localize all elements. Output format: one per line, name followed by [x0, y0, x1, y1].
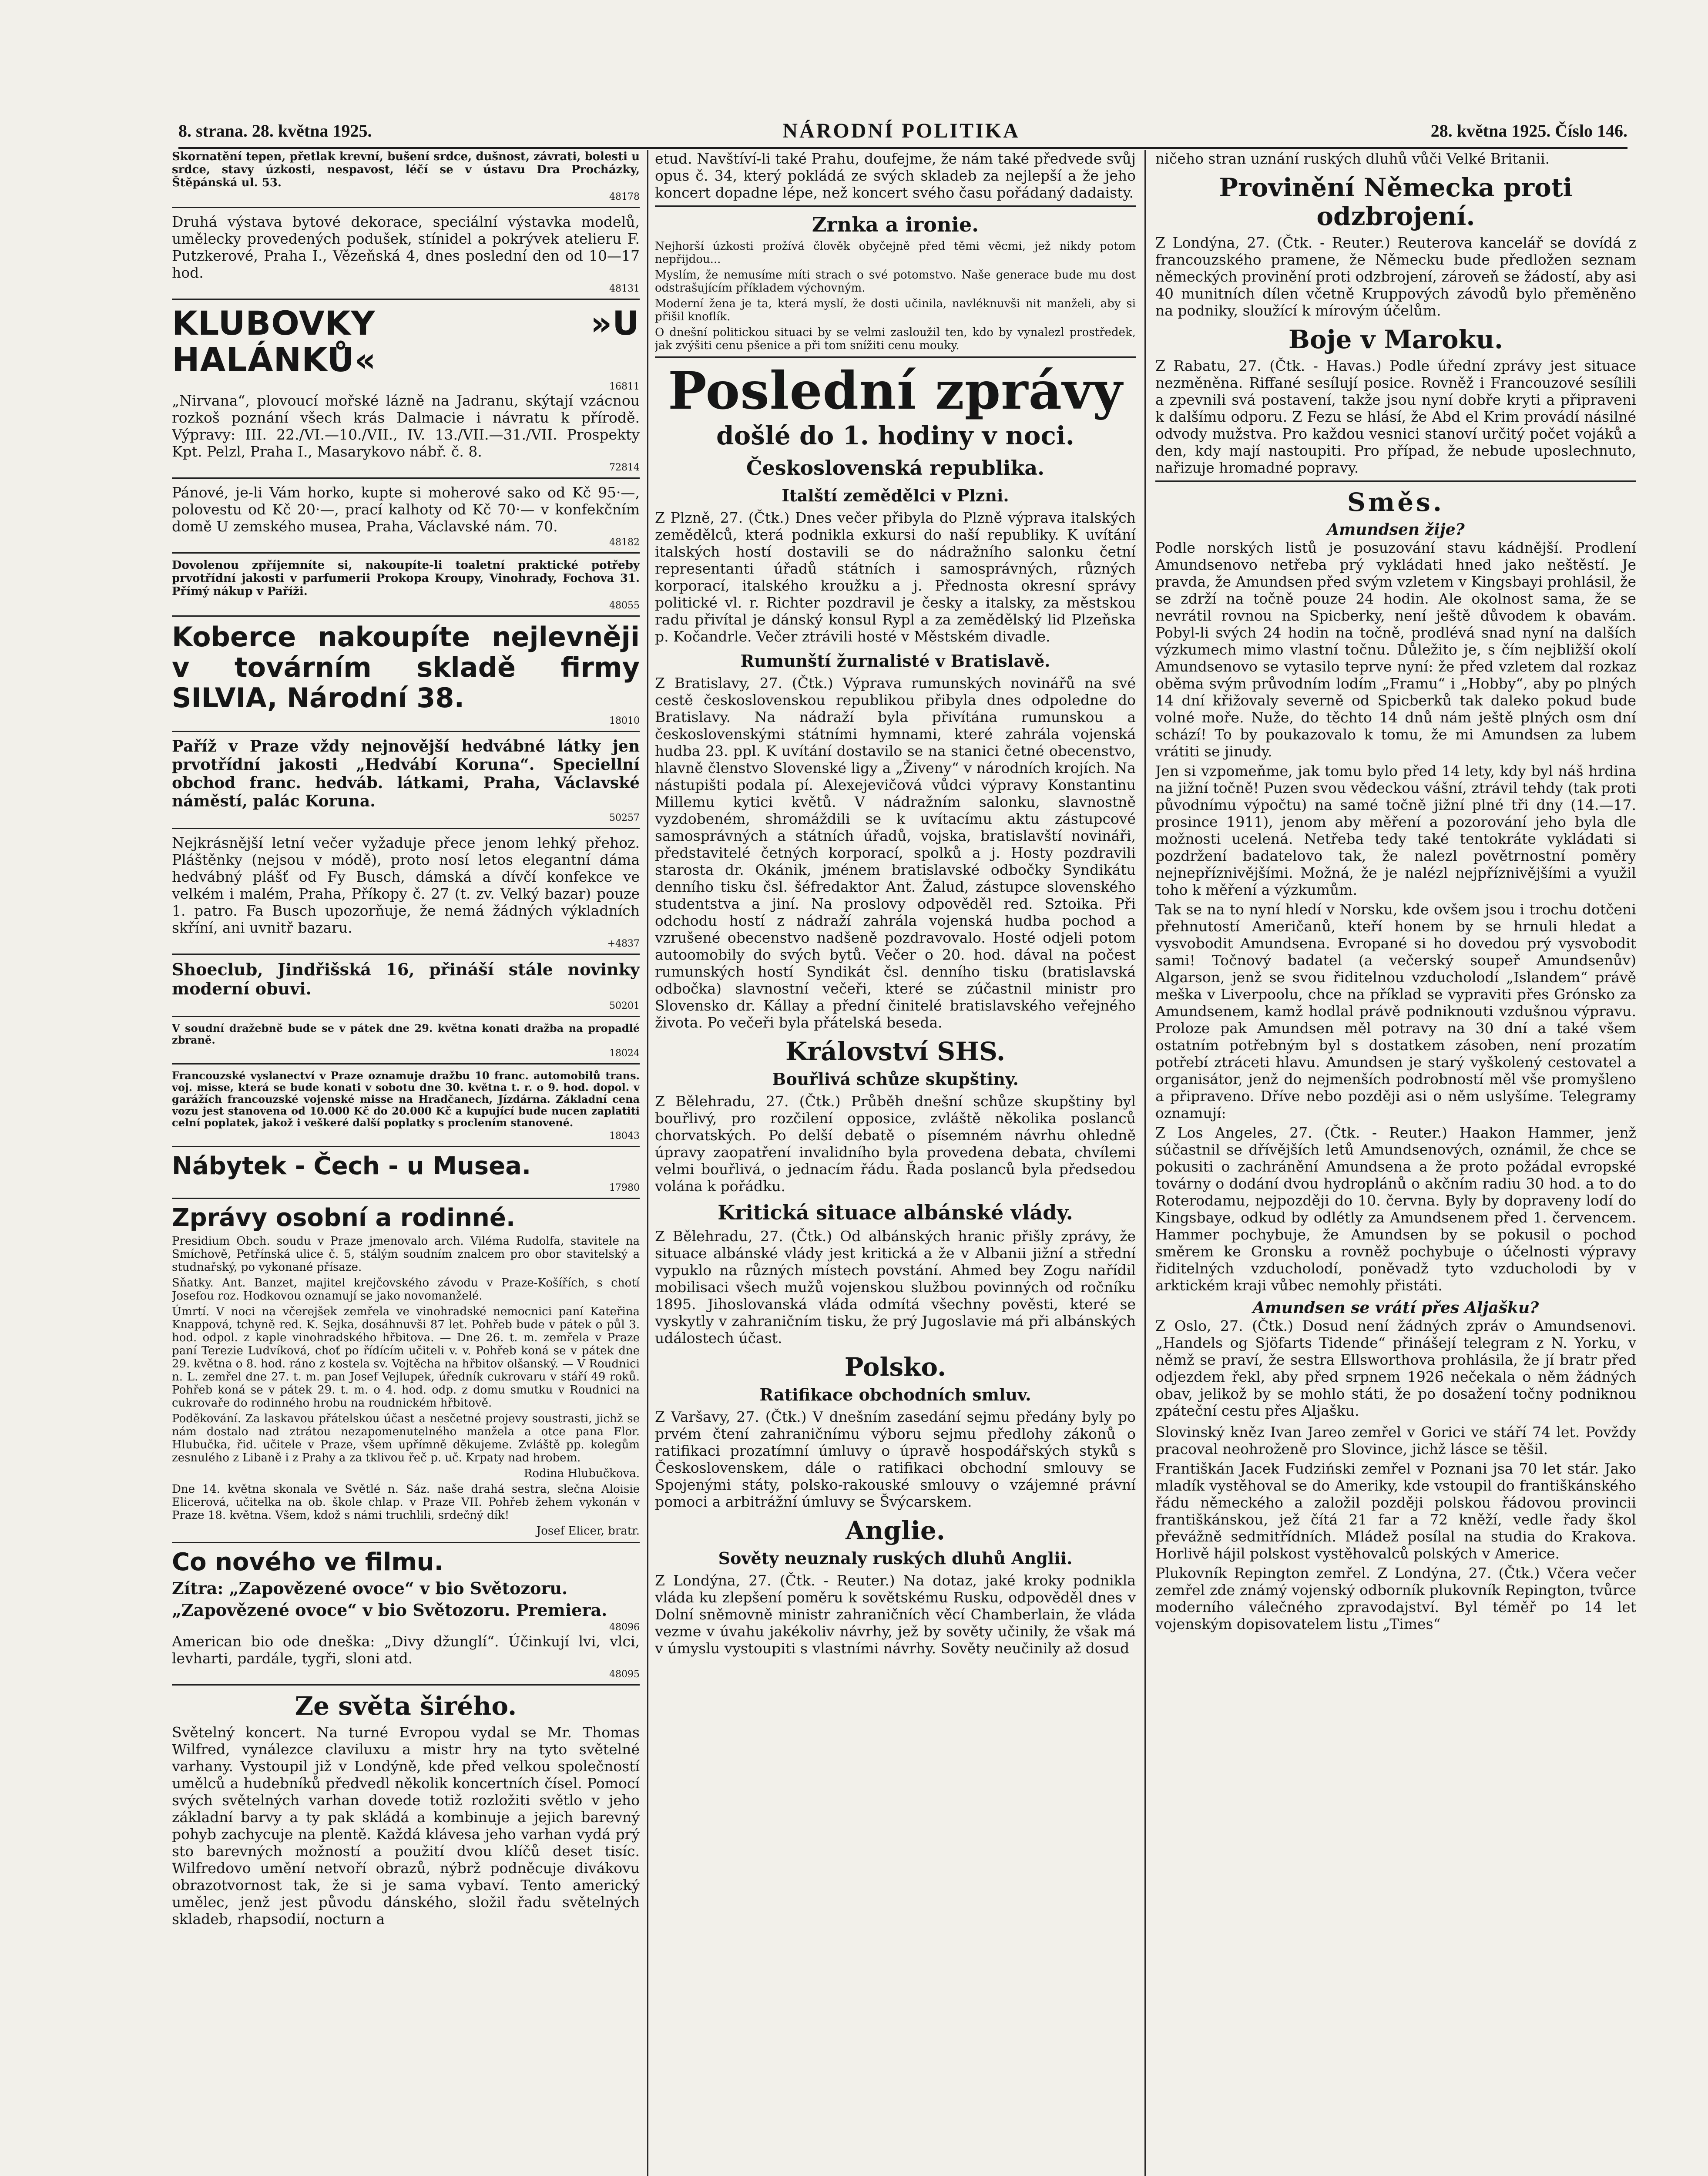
separator [172, 1198, 640, 1199]
ad-text: V soudní dražebně bude se v pátek dne 29. května konati dražba na propadlé zbraně. [172, 1022, 640, 1046]
news-signature: Josef Elicer, bratr. [536, 1525, 640, 1538]
aphorism: Moderní žena je ta, která myslí, že dosti učinila, navléknuvši nit manželi, aby si přišil knoflík. [655, 297, 1136, 323]
aphorism: Nejhorší úzkosti prožívá člověk obyčejně před těmi věcmi, jež nikdy potom nepřijdou... [655, 240, 1136, 266]
section-heading: Zprávy osobní a rodinné. [172, 1204, 516, 1232]
section-heading: Polsko. [844, 1352, 946, 1382]
obituary: Plukovník Repington zemřel. Z Londýna, 27. (Čtk.) Včera večer zemřel zde známý vojenský odborník plukovník Repington, tvůrce moderního válečného zpravodajství. Byl téměř po 14 let vojenským dopisovatelem listu „Times“ [1155, 1565, 1636, 1632]
ad-code: 50201 [609, 1001, 640, 1011]
separator [172, 615, 640, 617]
ad-block [172, 150, 640, 202]
news-paragraph: Presidium Obch. soudu v Praze jmenovalo arch. Viléma Rudolfa, stavitele na Smíchově, Petřínská ulice č. 5, stálým soudním znalcem pro obor stavitelský a studnařský, po vykonané přísaze. [172, 1235, 640, 1274]
ad-headline: Co nového ve filmu. [172, 1548, 443, 1576]
column-2 [655, 150, 1136, 2176]
separator [655, 356, 1136, 358]
main-heading: Poslední zprávy [668, 360, 1123, 421]
ad-block [172, 1070, 640, 1142]
ad-block [172, 737, 640, 823]
article-heading: Provinění Německa proti odzbrojení. [1219, 173, 1573, 231]
ad-block [172, 213, 640, 294]
article-text: Z Bratislavy, 27. (Čtk.) Výprava rumunských novinářů na své cestě československou republikou přibyla dnes odpoledne do Bratislavy. Na nádraží byla přivítána rumunskou a československými státními hymnami, které zahrála vojenská hudba 23. ppl. K uvítání dostavilo se na stanici četné obecenstvo, hlavně členstvo Slovenské ligy a „Živeny“ v národních krojích. Na nástupišti podala pí. Alexejevičová vůdci výpravy Konstantinu Millemu kytici květů. V nádražním salonku, slavnostně vyzdobeném, shromáždili se k uvítacímu aktu zástupcové samosprávných a státních úřadů, vojska, bratislavští novináři, představitelé četných korporací, spolků a j. Hosty pozdravili starosta dr. Okánik, jménem bratislavské odbočky Syndikátu denního tisku čsl. šéfredaktor Ant. Žalud, zástupce slovenského studentstva a jiní. Na proslovy odpověděl red. Sztoika. Při odchodu hostí z nádraží zahrála vojenská hudba pochod a vzrušené obecenstvo nadšeně pozdravovalo. Hosté odjeli potom autoomobily do svých bytů. Večer o 20. hod. dával na počest rumunských hostí Syndikát čsl. denního tisku (bratislavská odbočka) slavnostní večeři, které se zúčastnil ministr pro Slovensko dr. Kállay a přední činitelé bratislavského veřejného života. Po večeři byla přátelská beseda. [655, 675, 1136, 1031]
article-heading: Italští zemědělci v Plzni. [782, 486, 1009, 505]
header-left: 8. strana. 28. května 1925. [178, 121, 372, 141]
masthead: NÁRODNÍ POLITIKA [782, 119, 1020, 142]
ad-text: „Nirvana“, plovoucí mořské lázně na Jadranu, skýtají vzácnou rozkoš poznání všech krás Dalmacie i návratu k přírodě. Výpravy: III. 22./VI.—10./VII., IV. 13./VII.—31./VII. Prospekty Kpt. Pelzl, Praha I., Masarykovo nábř. č. 8. [172, 392, 640, 460]
ad-text: Shoeclub, Jindřišská 16, přináší stále novinky moderní obuvi. [172, 960, 640, 998]
article-text: Z Londýna, 27. (Čtk. - Reuter.) Na dotaz, jaké kroky podnikla vláda ku zlepšení poměru k sovětskému Rusku, odpověděl dnes v Dolní sněmovně ministr zahraničních věcí Chamberlain, že vláda vezme v úvahu jakékoliv návrhy, jež by sověty učinily, že však má v úmyslu vystoupiti s vlastními návrhy. Sověty neučinily až dosud [655, 1572, 1136, 1657]
ad-block [172, 559, 640, 611]
section-heading: Anglie. [846, 1516, 945, 1545]
news-paragraph: Dne 14. května skonala ve Světlé n. Sáz. naše drahá sestra, slečna Aloisie Elicerová, učitelka na ob. škole chlap. v Praze VII. Pohřeb žehem vykonán v Praze 18. května. Všem, kdož s námi truchlili, srdečný dík! [172, 1483, 640, 1522]
header-rule [178, 147, 1627, 149]
ad-headline: KLUBOVKY »U HALÁNKŮ« [172, 304, 640, 379]
separator [172, 552, 640, 554]
ad-text: „Zapovězené ovoce“ v bio Světozoru. Premiera. [172, 1600, 607, 1620]
ad-code: 72814 [609, 462, 640, 473]
ad-code: 16811 [609, 381, 640, 392]
article [655, 1408, 1136, 1510]
article [1155, 539, 1636, 1294]
separator [172, 1016, 640, 1017]
ad-text: Pánové, je-li Vám horko, kupte si moherové sako od Kč 95·—, polovestu od Kč 20·—, prací kalhoty od Kč 70·— v konfekčním domě U zemského musea, Praha, Václavské nám. 70. [172, 484, 640, 535]
article-heading: Boje v Maroku. [1288, 325, 1503, 354]
article-heading: Amundsen se vrátí přes Aljašku? [1252, 1299, 1539, 1317]
article [655, 1572, 1136, 1657]
column-1 [172, 150, 640, 2176]
article-text: Z Bělehradu, 27. (Čtk.) Od albánských hranic přišly zprávy, že situace albánské vlády jest kritická a že v Albanii jižní a střední vypuklo na různých místech povstání. Ahmed bey Zogu nařídil mobilisaci všech mužů vojenskou službou povinných od ročníku 1895. Jihoslovanská vláda odmítá všechny pověsti, které se vyskytly v zahraničním tisku, že prý Jugoslavie má při albánských událostech účast. [655, 1228, 1136, 1347]
separator [172, 1684, 640, 1686]
article-text: Z Plzně, 27. (Čtk.) Dnes večer přibyla do Plzně výprava italských zemědělců, která podnikla exkursi do naší republiky. K uvítání italských hostí dostavili se do nádražního salonku četní representanti úřadů státních i samosprávných, různých korporací, italského kroužku a j. Přednosta okresní správy politické vl. r. Richter pozdravil je česky a italsky, za městskou radu přivítal je dánský konsul Rypl a za zemědělský lid Plzeňska p. Kočandrle. Večer ztrávili hosté v Městském divadle. [655, 509, 1136, 645]
separator [172, 1542, 640, 1543]
column-divider [1144, 150, 1146, 2176]
article-heading: Kritická situace albánské vlády. [718, 1201, 1073, 1224]
aphorism: O dnešní politickou situaci by se velmi zasloužil ten, kdo by vynalezl prostředek, jak zvýšiti cenu pšenice a při tom snížiti cenu mouky. [655, 326, 1136, 352]
article-continuation [1155, 150, 1636, 167]
separator [172, 731, 640, 732]
ad-code: 48182 [609, 537, 640, 548]
separator [172, 207, 640, 208]
ad-block [172, 960, 640, 1011]
article-text: Z Bělehradu, 27. (Čtk.) Průběh dnešní schůze skupštiny byl bouřlivý, pro rozčilení opposice, zvláště několika poslanců chorvatských. Po delší debatě o písemném návrhu ohledně úpravy zaopatření invalidního byla provedena debata, chvílemi velmi bouřlivá, o jednacím řádu. Řada poslanců byla předsedou volána k pořádku. [655, 1093, 1136, 1195]
article-text: Z Rabatu, 27. (Čtk. - Havas.) Podle úřední zprávy jest situace nezměněna. Riffané sesílují posice. Rovněž i Francouzové sesílili a zpevnili svá postavení, takže jsou nyní dobře kryti a připraveni k dalšímu odporu. Z Fezu se hlásí, že Abd el Krim provádí násilné odvody mužstva. Pro každou vesnici stanoví určitý počet vojáků a den, kdy mají nastoupiti. Pro případ, že nebude uposlechnuto, nařizuje hromadné popravy. [1155, 357, 1636, 476]
ad-code: 18043 [609, 1131, 640, 1142]
article [655, 1093, 1136, 1195]
article [655, 1228, 1136, 1347]
ad-code: 48096 [609, 1622, 640, 1633]
ad-code: +4837 [607, 938, 640, 949]
news-paragraph: Úmrtí. V noci na včerejšek zemřela ve vinohradské nemocnici paní Kateřina Knappová, tchyně red. K. Sejka, dosáhnuvši 87 let. Pohřeb bude v pátek o půl 3. hod. odpol. z kaple vinohradského hřbitova. — Dne 26. t. m. zemřela v Praze paní Terezie Ludvíková, choť po řídícím učiteli v. v. Pohřeb koná se v pátek dne 29. května o 8. hod. ráno z kostela sv. Vojtěcha na hřbitov olšanský. — V Roudnici n. L. zemřel dne 27. t. m. pan Josef Vejlupek, úředník cukrovaru v stáří 49 roků. Pohřeb koná se v pátek 29. t. m. o 4. hod. odp. z domu smutku v Roudnici na cukrovaře do rodinného hrobu na roudnickém hřbitově. [172, 1305, 640, 1410]
ad-block [172, 1022, 640, 1059]
section-heading: Československá republika. [746, 456, 1045, 480]
news-paragraph: Sňatky. Ant. Banzet, majitel krejčovského závodu v Praze-Košířích, s chotí Josefou roz. Hodkovou oznamují se jako novomanželé. [172, 1276, 640, 1303]
article [1155, 1317, 1636, 1419]
article-text: ničeho stran uznání ruských dluhů vůči Velké Britanii. [1155, 150, 1550, 167]
article-text: Z Oslo, 27. (Čtk.) Dosud není žádných zpráv o Amundsenovi. „Handels og Sjöfarts Tidende“ přinášejí telegram z N. Yorku, v němž se praví, že sestra Ellsworthova prohlásila, že jí bratr před odjezdem řekl, aby před srpnem 1926 nečekala o něm žádných obav, jelikož by se mohlo státi, že po dosažení točny podniknou zpáteční cestu přes Aljašku. [1155, 1317, 1636, 1419]
main-subheading: došlé do 1. hodiny v noci. [716, 421, 1074, 450]
ad-block [172, 834, 640, 949]
separator [172, 1146, 640, 1147]
article-heading: Bouřlivá schůze skupštiny. [772, 1069, 1019, 1089]
section-heading: Směs. [1347, 487, 1444, 517]
news-signature: Rodina Hlubučkova. [523, 1467, 640, 1480]
separator [172, 477, 640, 479]
ad-text: Zítra: „Zapovězené ovoce“ v bio Světozoru. [172, 1578, 568, 1598]
article-heading: Sověty neuznaly ruských dluhů Anglii. [718, 1548, 1073, 1568]
obituary: Slovinský kněz Ivan Jareo zemřel v Gorici ve stáří 74 let. Povždy pracoval neohroženě pro Slovince, jichž lásce se těšil. [1155, 1424, 1636, 1457]
ad-code: 48095 [609, 1669, 640, 1680]
separator [172, 299, 640, 300]
section-heading: Ze světa širého. [295, 1691, 517, 1721]
ad-code: 48131 [609, 283, 640, 294]
aphorism: Myslím, že nemusíme míti strach o své potomstvo. Naše generace bude mu dost odstrašujícím příkladem výchovným. [655, 269, 1136, 295]
article-heading: Ratifikace obchodních smluv. [759, 1385, 1031, 1404]
separator [172, 1063, 640, 1064]
ad-code: 50257 [609, 813, 640, 823]
article-text: Z Varšavy, 27. (Čtk.) V dnešním zasedání sejmu předány byly po prvém čtení zahraničnímu výboru sejmu předlohy zákonů o ratifikaci prozatímní úmluvy o úpravě hospodářských styků s Československem, dále o ratifikaci obchodní smlouvy se Spojenými státy, polsko-rakouské smlouvy o vzájemné právní pomoci a arbitrážní úmluvy se Švýcarskem. [655, 1408, 1136, 1510]
obituary: Františkán Jacek Fudziński zemřel v Poznani jsa 70 let stár. Jako mladík vystěhoval se do Ameriky, kde vstoupil do františkánského řádu německého a založil později polskou řádovou provincii františkánskou, jež čítá 21 far a 72 kněží, vedle řady škol převážně sedmitřídních. Mládež posílal na studia do Krakova. Horlivě hájil polskost vystěhovalců polských v Americe. [1155, 1460, 1636, 1562]
personal-news [172, 1235, 640, 1538]
ad-text: Francouzské vyslanectví v Praze oznamuje dražbu 10 franc. automobilů trans. voj. misse, která se bude konati v sobotu dne 30. května t. r. o 9. hod. dopol. v garážích francouzské vojenské misse na Hradčanech, Jízdárna. Základní cena vozu jest stanovena od 10.000 Kč do 20.000 Kč a kupující bude nucen zaplatiti celní poplatek, jakož i veškeré další poplatky s proclením stanovené. [172, 1069, 640, 1129]
article [1155, 234, 1636, 319]
ad-block [172, 1579, 640, 1680]
article-text: Podle norských listů je posuzování stavu kádnější. Prodlení Amundsenovo netřeba prý vykládati hned jako neštěstí. Je pravda, že Amundsen před svým vzletem v Kingsbayi prohlásil, že se zdrží na točně pouze 24 hodin. Ale okolnost sama, že se nevrátil rovnou na Spicberky, není ještě důvodem k obavám. Pobyl-li svých 24 hodin na točně, prodlévá snad nyní na dalších výzkumech mimo vlastní točnu. Důležito je, s čím nejbližší okolí Amundsenovo se vytasilo teprve nyní: že před vzletem dal rozkaz oběma svým průvodním lodím „Framu“ i „Hobby“, aby po plných 14 dní křižovaly severně od Spicberků tak daleko pokud bude volné moře. Nuže, do těchto 14 dnů nám ještě plných osm dní schází! To by poukazovalo k tomu, že mi Amundsen za lubem vrátiti se jinudy. [1155, 539, 1636, 760]
article [1155, 357, 1636, 476]
article-text: etud. Navštíví-li také Prahu, doufejme, že nám také předvede svůj opus č. 34, který pokládá ze svých skladeb za nejlepší a že jeho koncert dopadne lépe, než koncert svého času pořádaný dadaisty. [655, 150, 1136, 201]
news-paragraph: Poděkování. Za laskavou přátelskou účast a nesčetné projevy soustrasti, jichž se nám dostalo nad ztrátou nezapomenutelného manžela a otce pana Flor. Hlubučka, řid. učitele v Praze, všem upřímně děkujeme. Zvláště pp. kolegům zesnulého z Libaně i z Prahy a za tklivou řeč p. uč. Krpaty nad hrobem. [172, 1412, 640, 1464]
article-text: Z Londýna, 27. (Čtk. - Reuter.) Reuterova kancelář se dovídá z francouzského pramene, že Německu bude předložen seznam německých provinění proti odzbrojení, zároveň se žádostí, aby asi 40 munitních dílen včetně Kruppových závodů bylo přeměněno na podniky, sloužící k mírovým účelům. [1155, 234, 1636, 319]
separator [655, 205, 1136, 207]
section-heading: Království SHS. [785, 1037, 1006, 1066]
article-text: Jen si vzpomeňme, jak tomu bylo před 14 lety, kdy byl náš hrdina na jižní točně! Puzen svou vědeckou vášní, ztrávil tehdy (tak proti původnímu výpočtu) na samé točně jižní plné tři dny (14.—17. prosince 1911), jenom aby měření a pozorování jeho byla dle možnosti ucelená. Netřeba tedy také tentokráte vykládati si pozdržení badatelovo tak, že nalezl povětrnostní poměry nejnepříznivějšími. Možná, že je nalézl nejpříznivějšími a využil toho k měření a výzkumům. [1155, 762, 1636, 898]
article-continuation [655, 150, 1136, 201]
ad-text: Druhá výstava bytové dekorace, speciální výstavka modelů, umělecky provedených podušek, stínidel a pokrývek atelieru F. Putzkerové, Praha I., Vězeňská 4, dnes poslední den od 10—17 hod. [172, 213, 640, 281]
separator [1155, 480, 1636, 482]
ad-text: Nejkrásnější letní večer vyžaduje přece jenom lehký přehoz. Pláštěnky (nejsou v módě), proto nosí letos elegantní dáma hedvábný plášť od Fy Busch, dámská a dívčí konfekce ve velkém i malém, Praha, Příkopy č. 27 (t. zv. Velký bazar) pouze 1. patro. Fa Busch upozorňuje, že nemá žádných výkladních skříní, ani uvnitř bazaru. [172, 834, 640, 936]
article [172, 1724, 640, 1928]
ad-block [172, 392, 640, 473]
aphorisms [655, 240, 1136, 352]
page-header [178, 115, 1627, 146]
ad-text: Dovolenou zpříjemníte si, nakoupíte-li toaletní praktické potřeby prvotřídní jakosti v parfumerii Prokopa Kroupy, Vinohrady, Fochova 31. Přímý nákup v Paříži. [172, 559, 640, 598]
article-heading: Amundsen žije? [1327, 520, 1465, 539]
ad-block [172, 484, 640, 548]
article [655, 675, 1136, 1031]
article [655, 509, 1136, 645]
ad-text: American bio ode dneška: „Divy džunglí“. Účinkují lvi, vlci, levharti, pardále, tygři, sloni atd. [172, 1633, 640, 1667]
section-heading: Zrnka a ironie. [812, 213, 979, 236]
article-text: Světelný koncert. Na turné Evropou vydal se Mr. Thomas Wilfred, vynálezce claviluxu a mistr hry na tyto světelné varhany. Vystoupil již v Londýně, kde před velkou společností umělců a hudebníků předvedl několik koncertních čísel. Pomocí svých světelných varhan dovede totiž rozložiti světlo v jeho základní barvy a ty pak skládá a kombinuje a jejich barevný pohyb zachycuje na plentě. Každá klávesa jeho varhan vydá prý sto barevných možností a použití dvou klíčů deset tisíc. Wilfredovo umění netvoří obrazů, nýbrž podněcuje divákovu obrazotvornost tak, že si je sama vybaví. Tento americký umělec, jenž jest původu dánského, složil řadu světelných skladeb, rhapsodií, nocturn a [172, 1724, 640, 1928]
article-heading: Rumunští žurnalisté v Bratislavě. [740, 651, 1050, 671]
column-3 [1155, 150, 1636, 2176]
obituaries [1155, 1424, 1636, 1632]
ad-code: 48178 [609, 191, 640, 202]
ad-code: 18024 [609, 1048, 640, 1059]
ad-code: 18010 [609, 715, 640, 726]
ad-headline: Nábytek - Čech - u Musea. [172, 1152, 531, 1180]
article-text: Z Los Angeles, 27. (Čtk. - Reuter.) Haakon Hammer, jenž súčastnil se dřívějších letů Amundsenových, oznámil, že chce se pokusiti o zachránění Amundsena a že proto požádal evropské továrny o dodání dvou hydroplánů o akčním radiu 30 hod. a to do Roterodamu, nejpozději do 10. června. Byly by dopraveny lodí do Kingsbaye, odkud by odlétly za Amundsenem před 1. červencem. Hammer pochybuje, že Amundsen by se pokusil o pochod směrem ke Gronsku a rovněž pochybuje o účelnosti výpravy řiditelných vzducholodí, poněvadž tyto vzducholodi by v arktickém kraji vůbec nemohly přistáti. [1155, 1124, 1636, 1294]
ad-code: 48055 [609, 600, 640, 611]
separator [172, 954, 640, 955]
article-text: Tak se na to nyní hledí v Norsku, kde ovšem jsou i trochu dotčeni přehnutostí Američanů, kteří honem by se hrnuli hledat a vysvobodit Amundsena. Evropané si ho dovedou prý vysvobodit sami! Točnový badatel (a večerský soupeř Amundsenův) Algarson, jenž se svou řiditelnou vzducholodí „Islandem“ právě meška v Liverpoolu, chce na příklad se vypraviti přes Grónsko za Amundsenem, kamž hodlal právě podniknouti vzdušnou výpravu. Proloze pak Amundsen měl potravy na 30 dní a také všem ostatním potřebným byl s dostatkem zásoben, není prozatím potřebí ztráceti hlavu. Amundsen je starý vyškolený cestovatel a organisátor, jenž do nejmenších podrobností měl vše promyšleno a připraveno. Dříve nebo později asi o něm uslyšíme. Telegramy oznamují: [1155, 901, 1636, 1122]
ad-code: 17980 [609, 1182, 640, 1193]
ad-text: Paříž v Praze vždy nejnovější hedvábné látky jen prvotřídní jakosti „Hedvábí Koruna“. Speciellní obchod franc. hedváb. látkami, Praha, Václavské náměstí, palác Koruna. [172, 737, 640, 810]
column-divider [647, 150, 648, 2176]
header-right: 28. května 1925. Číslo 146. [1430, 121, 1627, 141]
ad-text: Skornatění tepen, přetlak krevní, bušení srdce, dušnost, závrati, bolesti u srdce, stavy úzkosti, nespavost, léčí se v ústavu Dra Procházky, Štěpánská ul. 53. [172, 150, 640, 189]
separator [172, 828, 640, 829]
ad-headline: Koberce nakoupíte nejlevněji v továrním skladě firmy SILVIA, Národní 38. [172, 621, 640, 714]
